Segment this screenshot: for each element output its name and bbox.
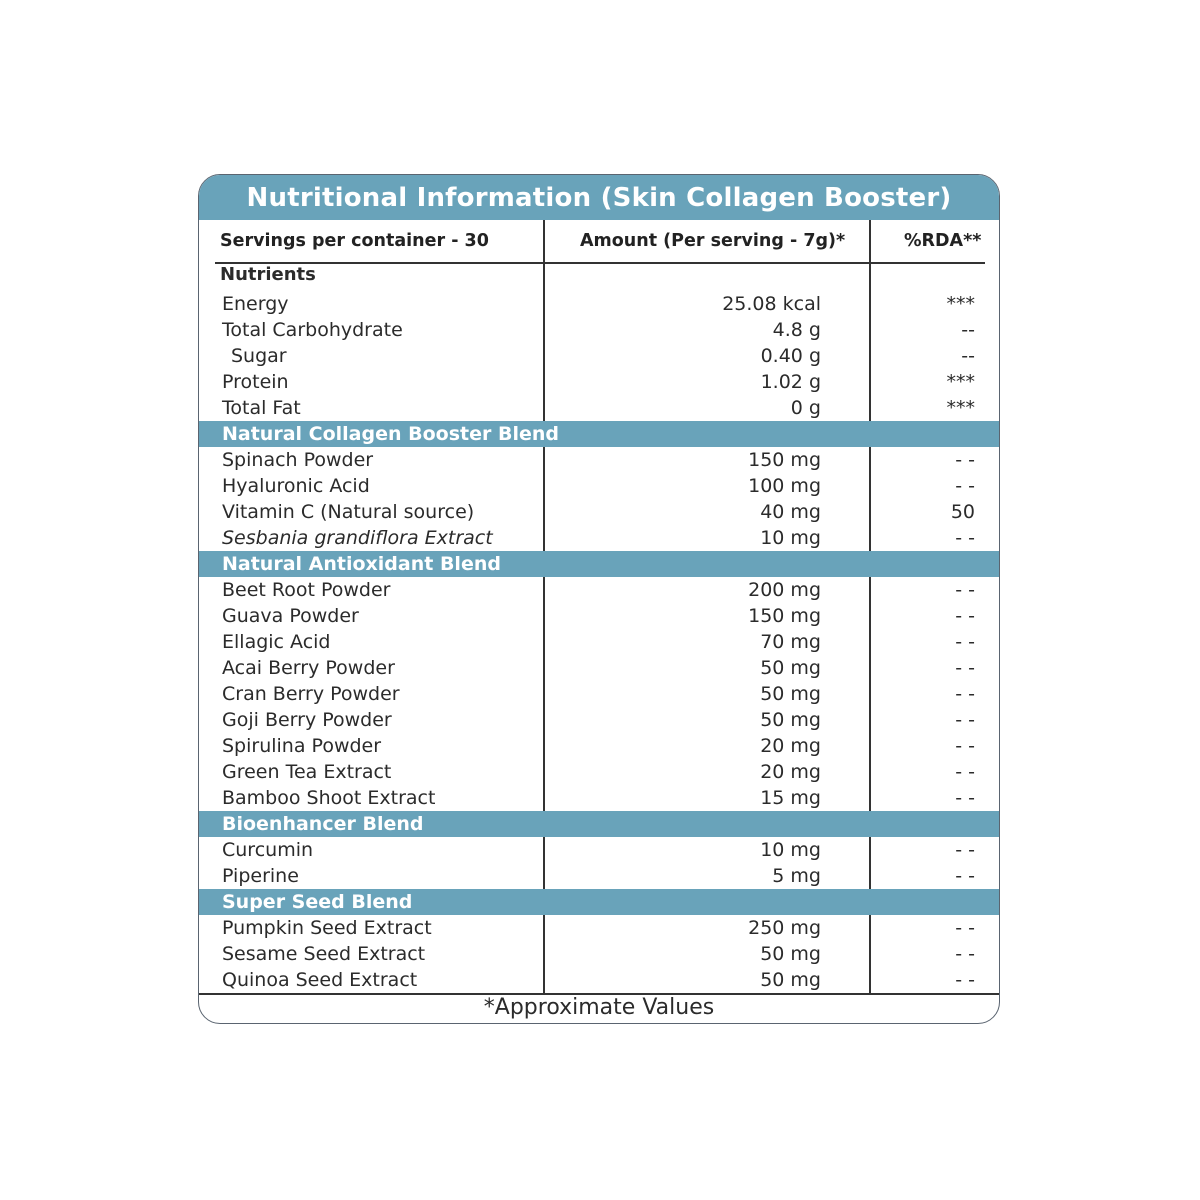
row-amount: 4.8 g xyxy=(772,319,821,341)
row-name: Quinoa Seed Extract xyxy=(222,969,418,991)
row-rda: - - xyxy=(955,969,975,991)
row-name: Sesame Seed Extract xyxy=(222,943,426,965)
row-rda: -- xyxy=(961,345,975,367)
row-name: Goji Berry Powder xyxy=(222,709,392,731)
row-amount: 40 mg xyxy=(760,501,821,523)
table-row xyxy=(199,525,999,551)
table-row xyxy=(199,395,999,421)
row-rda: - - xyxy=(955,527,975,549)
row-rda: - - xyxy=(955,579,975,601)
row-amount: 150 mg xyxy=(748,605,821,627)
section-header-collagen-blend: Natural Collagen Booster Blend xyxy=(199,421,999,447)
row-amount: 150 mg xyxy=(748,449,821,471)
footer-note: *Approximate Values xyxy=(483,995,715,1020)
table-row xyxy=(199,915,999,941)
header-rda: %RDA** xyxy=(904,231,982,251)
table-row xyxy=(199,291,999,317)
row-rda: - - xyxy=(955,683,975,705)
row-amount: 20 mg xyxy=(760,761,821,783)
table-row xyxy=(199,655,999,681)
table-row xyxy=(199,967,999,993)
row-amount: 0 g xyxy=(790,397,821,419)
row-name: Spinach Powder xyxy=(222,449,374,471)
row-rda: - - xyxy=(955,943,975,965)
row-name: Pumpkin Seed Extract xyxy=(222,917,432,939)
row-rda: - - xyxy=(955,787,975,809)
row-name: Energy xyxy=(222,293,289,315)
row-amount: 20 mg xyxy=(760,735,821,757)
table-row xyxy=(199,577,999,603)
table-row xyxy=(199,603,999,629)
row-rda: - - xyxy=(955,657,975,679)
row-name: Beet Root Powder xyxy=(222,579,391,601)
section-header-bioenhancer-blend: Bioenhancer Blend xyxy=(199,811,999,837)
row-amount: 1.02 g xyxy=(760,371,821,393)
table-row xyxy=(199,863,999,889)
row-name: Guava Powder xyxy=(222,605,359,627)
row-rda: - - xyxy=(955,709,975,731)
row-rda: *** xyxy=(946,293,975,315)
table-row xyxy=(199,499,999,525)
row-name: Piperine xyxy=(222,865,299,887)
table-row xyxy=(199,759,999,785)
row-name: Ellagic Acid xyxy=(222,631,331,653)
row-amount: 250 mg xyxy=(748,917,821,939)
row-name: Acai Berry Powder xyxy=(222,657,395,679)
row-rda: - - xyxy=(955,865,975,887)
row-amount: 25.08 kcal xyxy=(722,293,821,315)
row-amount: 0.40 g xyxy=(760,345,821,367)
row-name: Hyaluronic Acid xyxy=(222,475,370,497)
table-row xyxy=(199,681,999,707)
table-row xyxy=(199,473,999,499)
row-amount: 10 mg xyxy=(760,527,821,549)
row-name: Bamboo Shoot Extract xyxy=(222,787,436,809)
nutrition-panel xyxy=(198,174,1000,1024)
section-header-super-seed-blend: Super Seed Blend xyxy=(199,889,999,915)
row-amount: 10 mg xyxy=(760,839,821,861)
row-name: Protein xyxy=(222,371,289,393)
table-row xyxy=(199,837,999,863)
header-amount: Amount (Per serving - 7g)* xyxy=(580,231,846,251)
table-row xyxy=(199,447,999,473)
row-amount: 50 mg xyxy=(760,709,821,731)
row-amount: 50 mg xyxy=(760,657,821,679)
row-rda: 50 xyxy=(950,501,975,523)
panel-title: Nutritional Information (Skin Collagen Booster) xyxy=(199,175,999,220)
table-row xyxy=(199,317,999,343)
table-row xyxy=(199,629,999,655)
row-amount: 200 mg xyxy=(748,579,821,601)
row-name: Total Fat xyxy=(222,397,301,419)
row-name: Curcumin xyxy=(222,839,314,861)
row-amount: 50 mg xyxy=(760,683,821,705)
row-name: Sugar xyxy=(231,345,287,367)
row-name: Vitamin C (Natural source) xyxy=(222,501,475,523)
row-amount: 5 mg xyxy=(772,865,821,887)
row-rda: - - xyxy=(955,449,975,471)
row-rda: - - xyxy=(955,761,975,783)
row-amount: 50 mg xyxy=(760,969,821,991)
row-name: Green Tea Extract xyxy=(222,761,392,783)
table-row xyxy=(199,941,999,967)
header-servings: Servings per container - 30 xyxy=(220,231,489,251)
table-row xyxy=(199,369,999,395)
row-name: Sesbania grandiflora Extract xyxy=(222,527,493,549)
row-rda: - - xyxy=(955,631,975,653)
table-row xyxy=(199,785,999,811)
row-rda: - - xyxy=(955,475,975,497)
row-rda: *** xyxy=(946,371,975,393)
row-amount: 100 mg xyxy=(748,475,821,497)
row-amount: 70 mg xyxy=(760,631,821,653)
table-row xyxy=(199,707,999,733)
table-row xyxy=(199,343,999,369)
row-rda: - - xyxy=(955,735,975,757)
row-rda: *** xyxy=(946,397,975,419)
nutrients-label: Nutrients xyxy=(220,264,316,285)
row-name: Cran Berry Powder xyxy=(222,683,400,705)
row-amount: 15 mg xyxy=(760,787,821,809)
table-row xyxy=(199,733,999,759)
row-name: Total Carbohydrate xyxy=(222,319,403,341)
row-rda: - - xyxy=(955,917,975,939)
row-rda: -- xyxy=(961,319,975,341)
row-rda: - - xyxy=(955,839,975,861)
row-rda: - - xyxy=(955,605,975,627)
row-name: Spirulina Powder xyxy=(222,735,382,757)
row-amount: 50 mg xyxy=(760,943,821,965)
section-header-antioxidant-blend: Natural Antioxidant Blend xyxy=(199,551,999,577)
